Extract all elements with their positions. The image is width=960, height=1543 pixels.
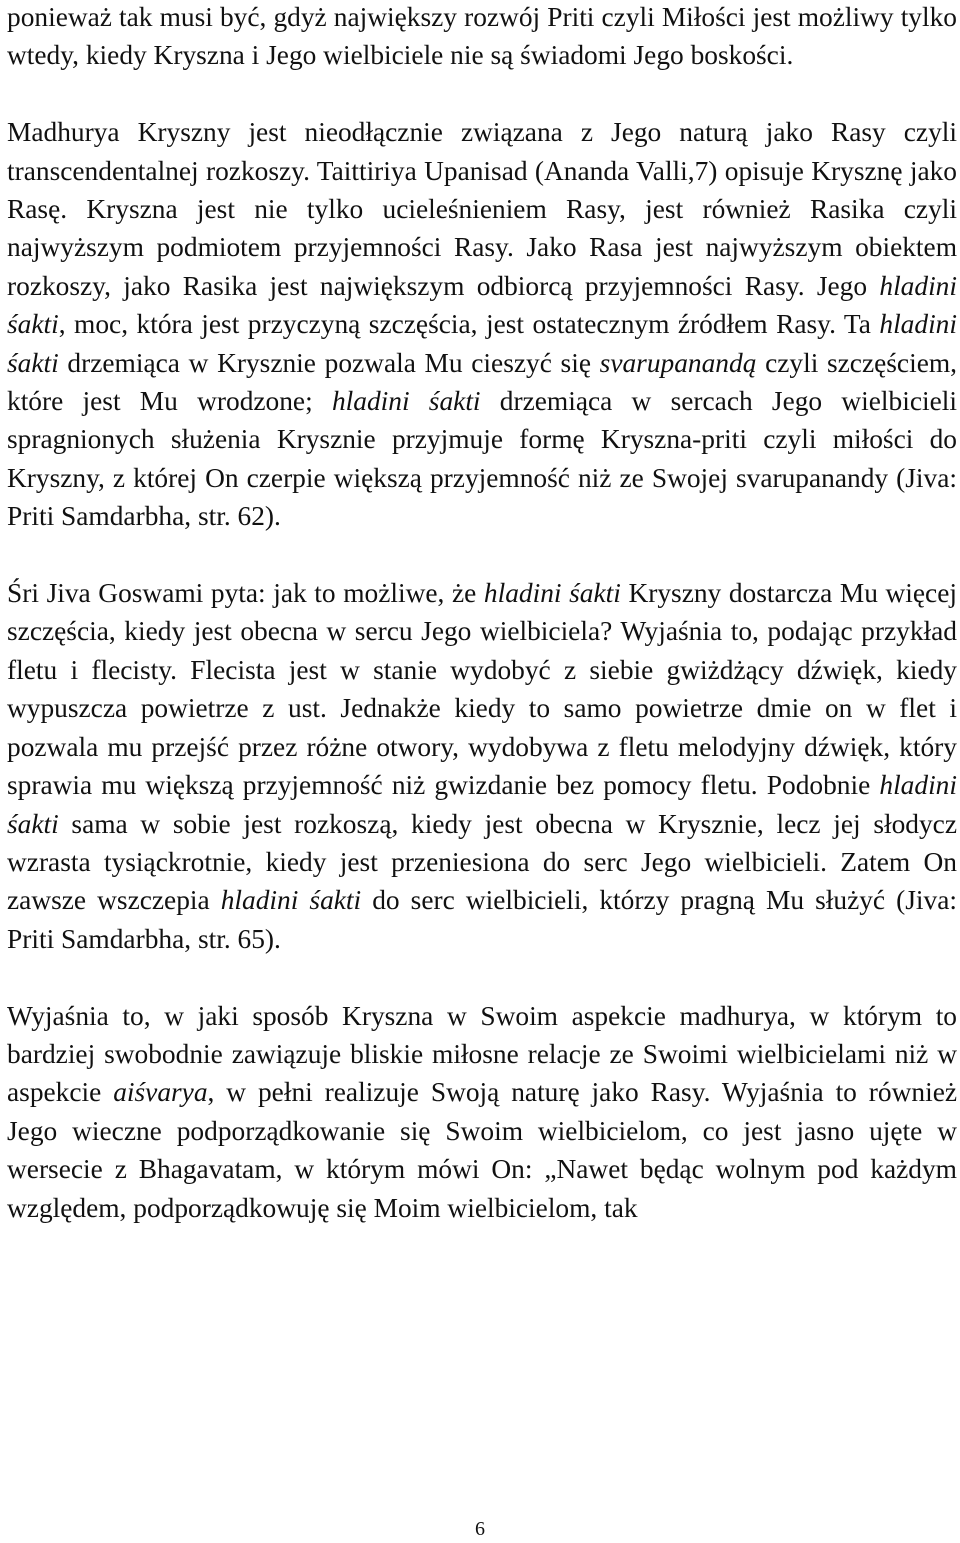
italic-term: hladini śakti — [483, 578, 621, 609]
italic-term: hladini śakti — [331, 386, 481, 417]
text-run: drzemiąca w sercach Jego wielbicieli spragnionych służenia Krysznie przyjmuje formę Kryszna-priti czyli miłości do Kryszny, z której On czerpie większą przyjemność niż ze Swojej svarupanandy (Jiva: Priti Samdarbha, str. 62). — [7, 386, 957, 532]
text-run: , moc, która jest przyczyną szczęścia, jest ostatecznym źródłem Rasy. Ta — [58, 309, 880, 340]
text-run: Kryszny dostarcza Mu więcej szczęścia, kiedy jest obecna w sercu Jego wielbiciela? Wyjaśnia to, podając przykład fletu i flecisty. Flecista jest w stanie wydobyć z siebie gwiżdżący dźwięk, kiedy wypuszcza powietrze z ust. Jednakże kiedy to samo powietrze dmie on w flet i pozwala mu przejść przez różne otwory, wydobywa z fletu melodyjny dźwięk, który sprawia mu większą przyjemność niż gwizdanie bez pomocy fletu. Podobnie — [7, 578, 957, 801]
page-number: 6 — [475, 1518, 485, 1540]
text-run: ponieważ tak musi być, gdyż największy rozwój Priti czyli Miłości jest możliwy tylko wtedy, kiedy Kryszna i Jego wielbiciele nie są świadomi Jego boskości. — [7, 2, 957, 71]
paragraph-4 — [7, 997, 957, 1227]
italic-term: hladini śakti — [7, 270, 957, 340]
paragraph-gap — [7, 536, 957, 574]
paragraph-1 — [7, 0, 957, 75]
text-run: Wyjaśnia to, w jaki sposób Kryszna w Swoim aspekcie madhurya, w którym to bardziej swobodnie zawiązuje bliskie miłosne relacje ze Swoimi wielbicielami niż w aspekcie — [7, 1000, 957, 1108]
text-run: sama w sobie jest rozkoszą, kiedy jest obecna w Krysznie, lecz jej słodycz wzrasta tysiąckrotnie, kiedy jest przeniesiona do serc Jego wielbicieli. Zatem On zawsze wszczepia — [7, 808, 957, 916]
paragraph-gap — [7, 75, 957, 113]
text-run: drzemiąca w Krysznie pozwala Mu cieszyć się — [58, 347, 600, 378]
text-run: czyli szczęściem, które jest Mu wrodzone; — [7, 347, 958, 417]
text-run: Madhurya Kryszny jest nieodłącznie związana z Jego naturą jako Rasy czyli transcendentalnej rozkoszy. Taittiriya Upanisad (Ananda Valli,7) opisuje Krysznę jako Rasę. Kryszna jest nie tylko ucieleśnieniem Rasy, jest również Rasika czyli najwyższym podmiotem przyjemności Rasy. Jako Rasa jest najwyższym obiektem rozkoszy, jako Rasika jest największym odbiorcą przyjemności Rasy. Jego — [7, 117, 957, 301]
text-run: , w pełni realizuje Swoją naturę jako Rasy. Wyjaśnia to również Jego wieczne podporządkowanie się Swoim wielbicielom, co jest jasno ujęte w wersecie z Bhagavatam, w którym mówi On: „Nawet będąc wolnym pod każdym względem, podporządkowuję się Moim wielbicielom, tak — [7, 1077, 958, 1223]
document-page — [7, 0, 957, 1227]
text-run: do serc wielbicieli, którzy pragną Mu służyć (Jiva: Priti Samdarbha, str. 65). — [7, 885, 957, 954]
italic-term: hladini śakti — [7, 309, 957, 378]
italic-term: aiśvarya — [113, 1077, 208, 1108]
paragraph-3 — [7, 574, 957, 958]
text-run: Śri Jiva Goswami pyta: jak to możliwe, że — [7, 578, 484, 609]
paragraph-gap — [7, 958, 957, 996]
paragraph-2 — [7, 113, 957, 535]
italic-term: hladini śakti — [7, 770, 957, 839]
italic-term: svarupanandą — [599, 347, 757, 378]
italic-term: hladini śakti — [220, 885, 362, 916]
